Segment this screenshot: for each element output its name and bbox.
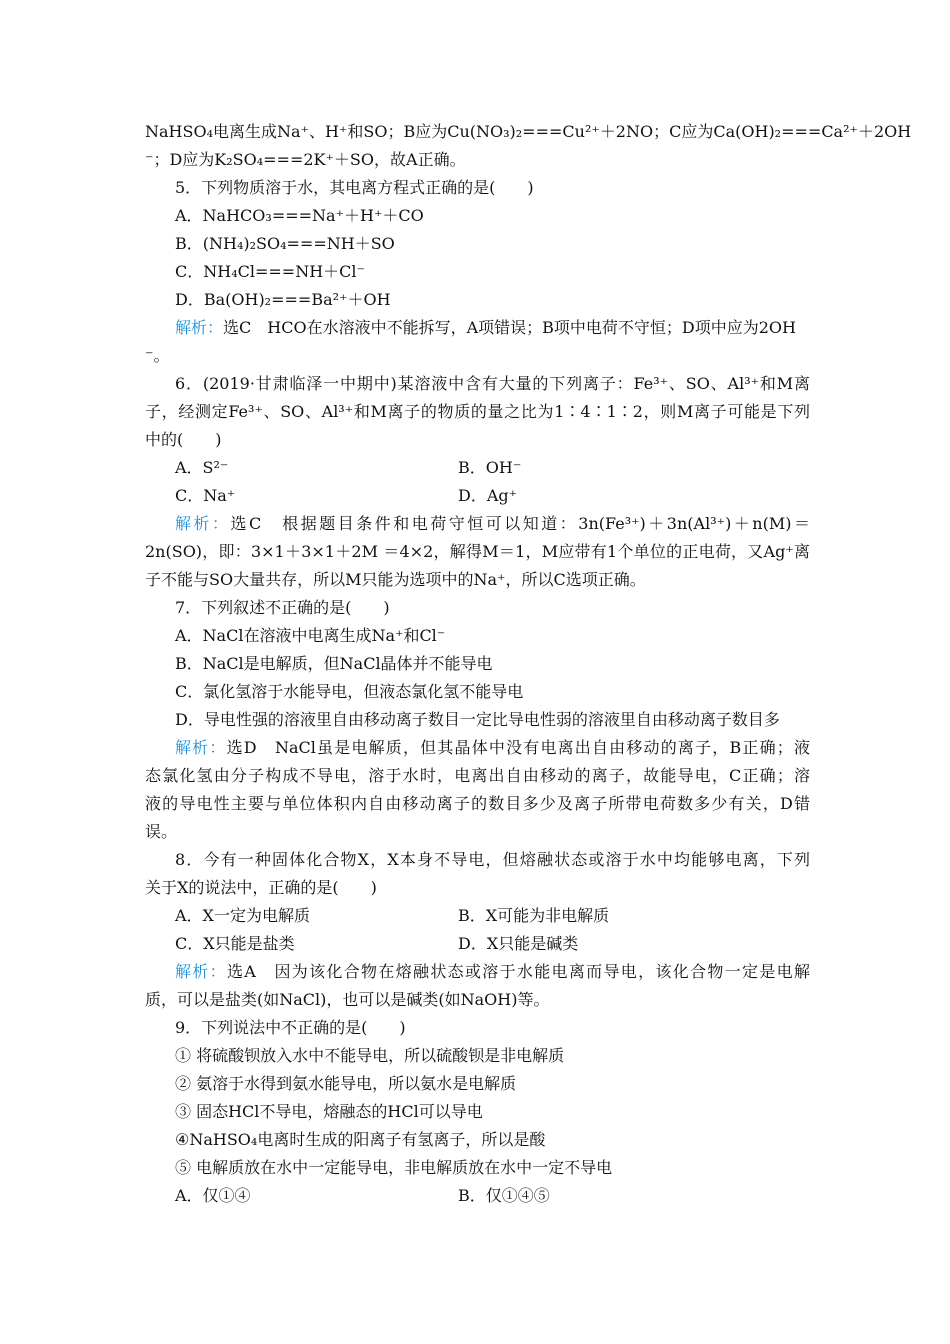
question-8: 8．今有一种固体化合物X，X本身不导电，但熔融状态或溶于水中均能够电离，下列 — [175, 850, 810, 869]
question-6-line2: 子，经测定Fe³⁺、SO、Al³⁺和M离子的物质的量之比为1∶4∶1∶2，则M离子可能是下列 — [145, 402, 810, 421]
option-d: D．Ag⁺ — [458, 486, 518, 505]
question-8-line2: 关于X的说法中，正确的是( ) — [145, 878, 377, 897]
option-a: A．仅①④ — [175, 1186, 251, 1205]
option-row — [175, 930, 840, 958]
option-c: C．Na⁺ — [175, 486, 236, 505]
option-d: D．X只能是碱类 — [458, 934, 579, 953]
statement-5: ⑤ 电解质放在水中一定能导电，非电解质放在水中一定不导电 — [175, 1158, 613, 1177]
text-line: 子不能与SO大量共存，所以M只能为选项中的Na⁺，所以C选项正确。 — [145, 570, 646, 589]
analysis-label: 解析： — [175, 318, 224, 337]
option-d: D．Ba(OH)₂===Ba²⁺＋OH — [175, 290, 391, 309]
option-c: C．NH₄Cl===NH＋Cl⁻ — [175, 262, 365, 281]
option-a: A．X一定为电解质 — [175, 906, 310, 925]
statement-2: ② 氨溶于水得到氨水能导电，所以氨水是电解质 — [175, 1074, 517, 1093]
option-a: A．NaCl在溶液中电离生成Na⁺和Cl⁻ — [175, 626, 446, 645]
analysis-label: 解析： — [175, 962, 227, 981]
answer-5 — [175, 314, 810, 342]
text-line: 质，可以是盐类(如NaCl)，也可以是碱类(如NaOH)等。 — [145, 990, 550, 1009]
statement-4: ④NaHSO₄电离时生成的阳离子有氢离子，所以是酸 — [175, 1130, 546, 1149]
statement-1: ① 将硫酸钡放入水中不能导电，所以硫酸钡是非电解质 — [175, 1046, 565, 1065]
option-d: D．导电性强的溶液里自由移动离子数目一定比导电性弱的溶液里自由移动离子数目多 — [175, 710, 780, 729]
analysis-text: 选C 根据题目条件和电荷守恒可以知道：3n(Fe³⁺)＋3n(Al³⁺)＋n(M)＝ — [230, 514, 810, 533]
option-b: B．OH⁻ — [458, 458, 522, 477]
analysis-text: 选D NaCl虽是电解质，但其晶体中没有电离出自由移动的离子，B正确；液 — [226, 738, 810, 757]
option-row — [175, 482, 840, 510]
text-line: 态氯化氢由分子构成不导电，溶于水时，电离出自由移动的离子，故能导电，C正确；溶 — [145, 766, 810, 785]
option-b: B．X可能为非电解质 — [458, 906, 610, 925]
option-b: B．NaCl是电解质，但NaCl晶体并不能导电 — [175, 654, 493, 673]
option-a: A．NaHCO₃===Na⁺＋H⁺＋CO — [175, 206, 424, 225]
text-line: 误。 — [145, 822, 178, 841]
option-c: C．X只能是盐类 — [175, 934, 295, 953]
question-6-line3: 中的( ) — [145, 430, 222, 449]
option-c: C．氯化氢溶于水能导电，但液态氯化氢不能导电 — [175, 682, 524, 701]
answer-7 — [175, 734, 810, 762]
analysis-text: 选A 因为该化合物在熔融状态或溶于水能电离而导电，该化合物一定是电解 — [226, 962, 810, 981]
question-5: 5．下列物质溶于水，其电离方程式正确的是( ) — [175, 178, 534, 197]
option-b: B．(NH₄)₂SO₄===NH＋SO — [175, 234, 395, 253]
option-a: A．S²⁻ — [175, 458, 229, 477]
question-6: 6．(2019·甘肃临泽一中期中)某溶液中含有大量的下列离子：Fe³⁺、SO、Al³⁺和M离 — [175, 374, 810, 393]
text-line: NaHSO₄电离生成Na⁺、H⁺和SO；B应为Cu(NO₃)₂===Cu²⁺＋2NO；C应为Ca(OH)₂===Ca²⁺＋2OH — [145, 122, 912, 141]
text-line: 2n(SO)，即：3×1＋3×1＋2M ＝4×2，解得M＝1，M应带有1个单位的正电荷，又Ag⁺离 — [145, 542, 810, 561]
question-7: 7．下列叙述不正确的是( ) — [175, 598, 390, 617]
text-line: ⁻；D应为K₂SO₄===2K⁺＋SO，故A正确。 — [145, 150, 466, 169]
text-line: 液的导电性主要与单位体积内自由移动离子的数目多少及离子所带电荷数多少有关，D错 — [145, 794, 810, 813]
question-9: 9．下列说法中不正确的是( ) — [175, 1018, 406, 1037]
option-b: B．仅①④⑤ — [458, 1186, 550, 1205]
analysis-text: 选C HCO在水溶液中不能拆写，A项错误；B项中电荷不守恒；D项中应为2OH — [223, 318, 796, 337]
statement-3: ③ 固态HCl不导电，熔融态的HCl可以导电 — [175, 1102, 483, 1121]
analysis-label: 解析： — [175, 514, 231, 533]
option-row — [175, 1182, 840, 1210]
answer-8 — [175, 958, 810, 986]
option-row — [175, 454, 840, 482]
option-row — [175, 902, 840, 930]
analysis-label: 解析： — [175, 738, 227, 757]
text-line: ⁻。 — [145, 346, 170, 365]
answer-6 — [175, 510, 810, 538]
